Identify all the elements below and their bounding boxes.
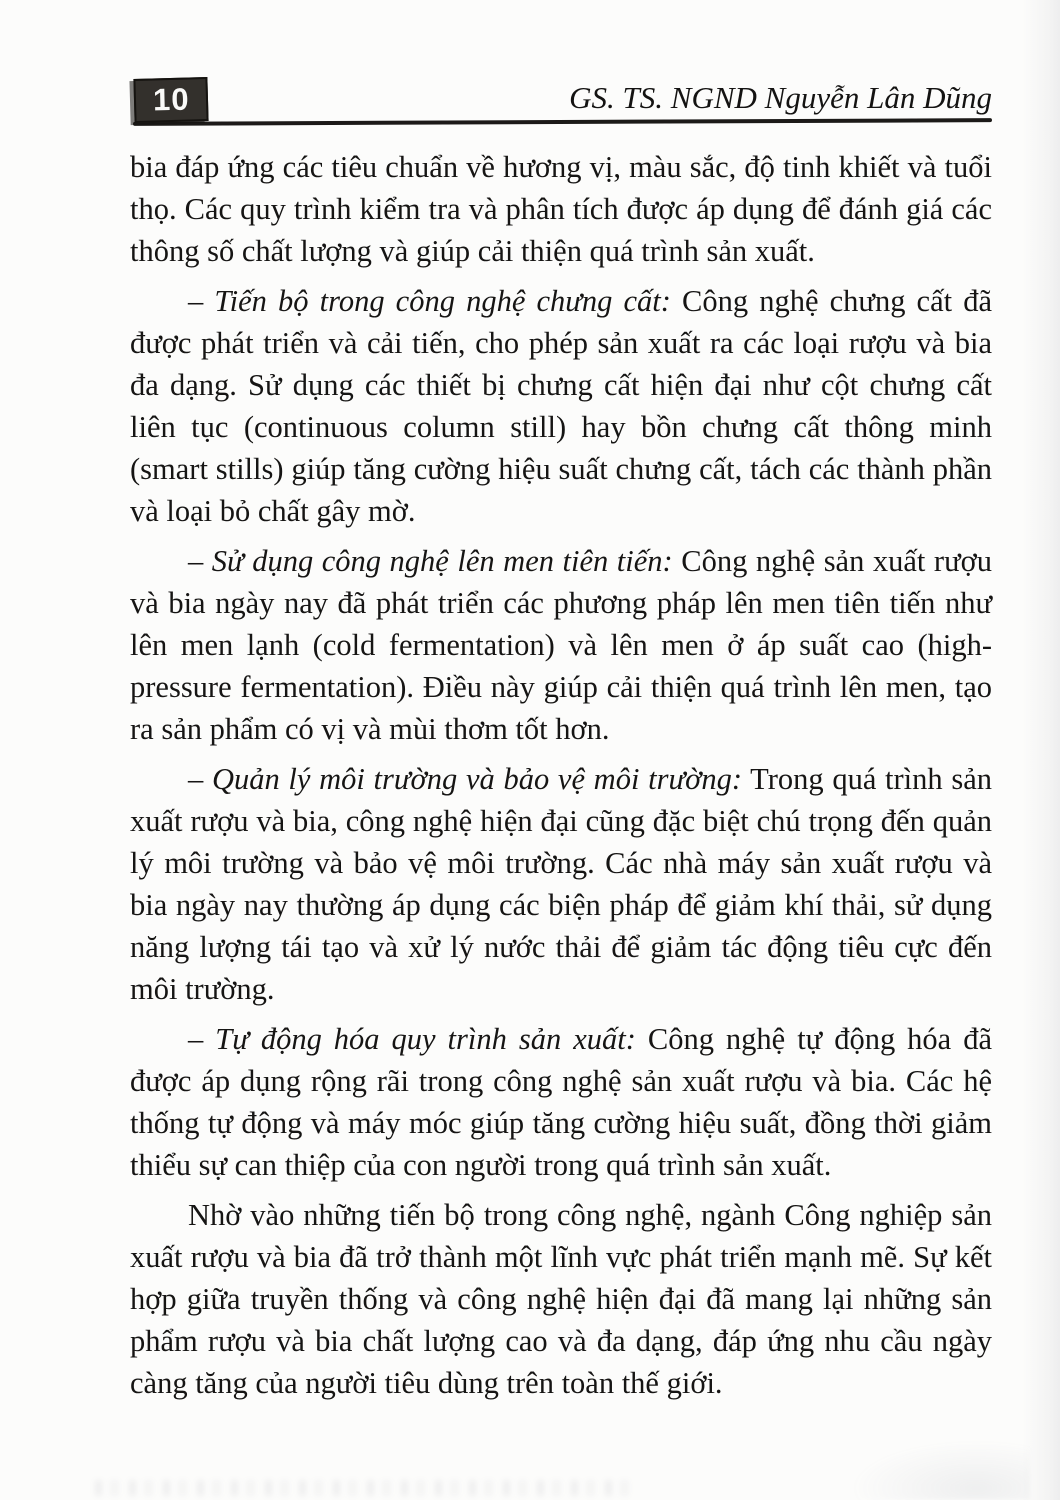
paragraph-6 xyxy=(130,1194,992,1404)
paragraph-2-text: Công nghệ chưng cất đã được phát triển và cải tiến, cho phép sản xuất ra các loại rượu và bia đa dạng. Sử dụng các thiết bị chưng cất hiện đại như cột chưng cất liên tục (continuous column still) hay bồn chưng cất thông minh (smart stills) giúp tăng cường hiệu suất chưng cất, tách các thành phần và loại bỏ chất gây mờ. xyxy=(130,284,992,528)
scan-edge-shade xyxy=(1022,0,1060,1500)
paragraph-6-text: Nhờ vào những tiến bộ trong công nghệ, ngành Công nghiệp sản xuất rượu và bia đã trở thành một lĩnh vực phát triển mạnh mẽ. Sự kết hợp giữa truyền thống và công nghệ hiện đại đã mang lại những sản phẩm rượu và bia chất lượng cao và đa dạng, đáp ứng nhu cầu ngày càng tăng của người tiêu dùng trên toàn thế giới. xyxy=(130,1198,992,1400)
page-header xyxy=(133,78,992,126)
paragraph-5 xyxy=(130,1018,992,1186)
paragraph-5-lead: – Tự động hóa quy trình sản xuất: xyxy=(188,1022,636,1056)
paragraph-4 xyxy=(130,758,992,1010)
paragraph-4-lead: – Quản lý môi trường và bảo vệ môi trường: xyxy=(188,762,743,796)
paragraph-1-text: bia đáp ứng các tiêu chuẩn về hương vị, màu sắc, độ tinh khiết và tuổi thọ. Các quy trình kiểm tra và phân tích được áp dụng để đánh giá các thông số chất lượng và giúp cải thiện quá trình sản xuất. xyxy=(130,150,992,268)
paragraph-4-text: Trong quá trình sản xuất rượu và bia, công nghệ hiện đại cũng đặc biệt chú trọng đến quản lý môi trường và bảo vệ môi trường. Các nhà máy sản xuất rượu và bia ngày nay thường áp dụng các biện pháp để giảm khí thải, sử dụng năng lượng tái tạo và xử lý nước thải để giảm tác động tiêu cực đến môi trường. xyxy=(130,762,992,1006)
header-author: GS. TS. NGND Nguyễn Lân Dũng xyxy=(569,80,992,115)
paragraph-2-lead: – Tiến bộ trong công nghệ chưng cất: xyxy=(188,284,671,318)
page-number: 10 xyxy=(152,81,190,118)
paragraph-3 xyxy=(130,540,992,750)
paragraph-5-text: Công nghệ tự động hóa đã được áp dụng rộng rãi trong công nghệ sản xuất rượu và bia. Các hệ thống tự động và máy móc giúp tăng cường hiệu suất, đồng thời giảm thiểu sự can thiệp của con người trong quá trình sản xuất. xyxy=(130,1022,992,1182)
paragraph-2 xyxy=(130,280,992,532)
header-rule xyxy=(133,118,992,126)
body-text xyxy=(130,146,992,1412)
scan-smudge-bottom xyxy=(95,1480,635,1496)
page-number-badge xyxy=(133,77,208,123)
paragraph-1 xyxy=(130,146,992,272)
scan-smudge-corner xyxy=(850,1440,1030,1500)
paragraph-3-text: Công nghệ sản xuất rượu và bia ngày nay đã phát triển các phương pháp lên men tiên tiến như lên men lạnh (cold fermentation) và lên men ở áp suất cao (high-pressure fermentation). Điều này giúp cải thiện quá trình lên men, tạo ra sản phẩm có vị và mùi thơm tốt hơn. xyxy=(130,544,992,746)
paragraph-3-lead: – Sử dụng công nghệ lên men tiên tiến: xyxy=(188,544,673,578)
